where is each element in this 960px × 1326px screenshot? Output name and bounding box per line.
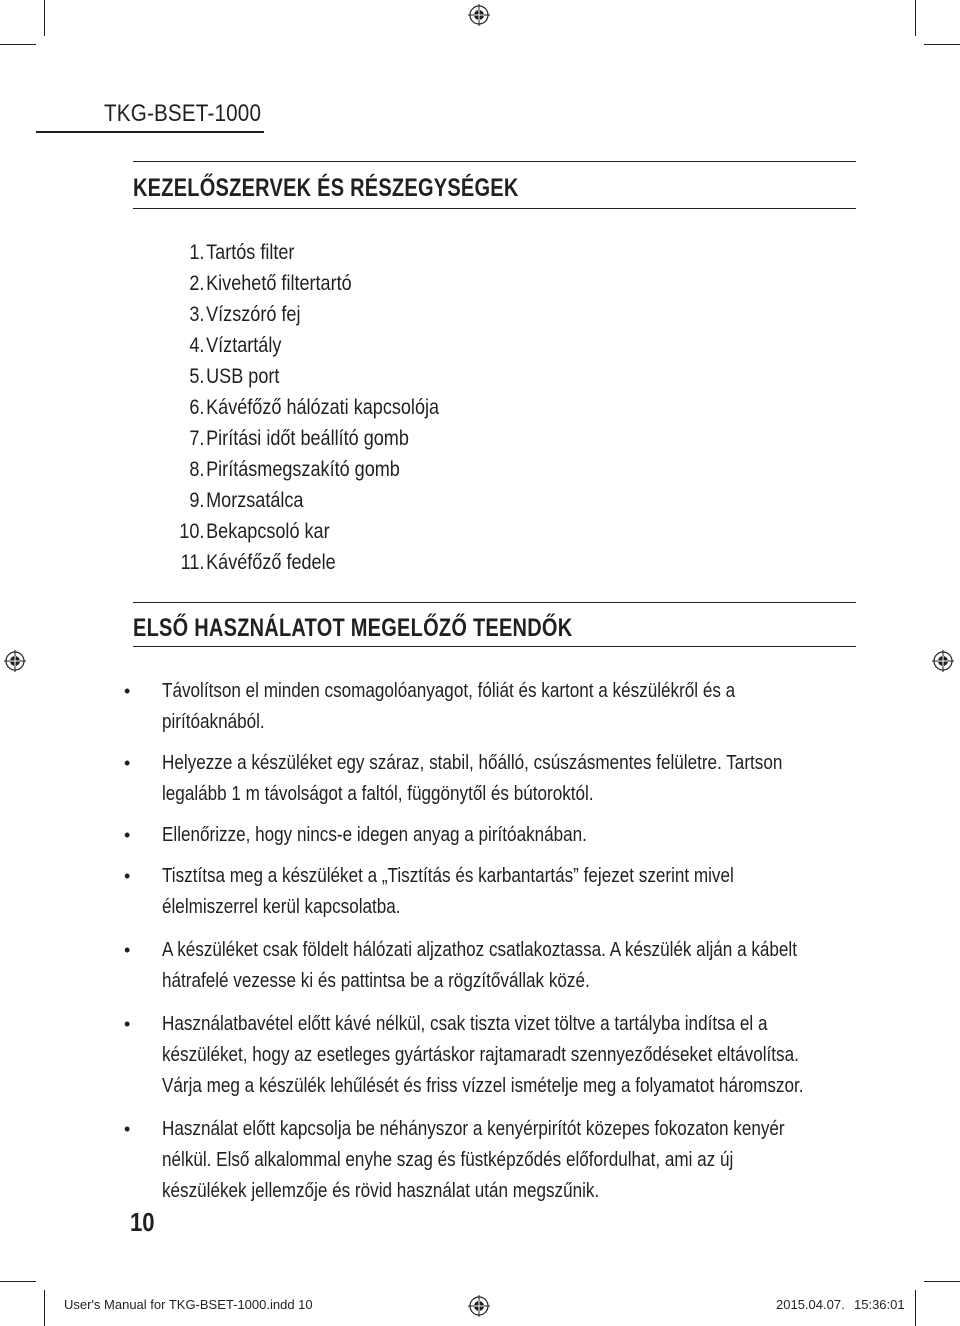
list-item <box>170 393 439 424</box>
instruction-text: Használatbavétel előtt kávé nélkül, csak tiszta vizet töltve a tartályba indítsa el a készüléket, hogy az esetleges gyártáskor rajtamaradt szennyeződéseket eltávolítsa. Várja meg a készülék lehűlését és friss vízzel ismételje meg a folyamatot háromszor. <box>162 1013 804 1097</box>
list-item-label: Tartós filter <box>206 241 295 264</box>
crop-mark-icon <box>924 44 960 45</box>
list-item <box>170 548 439 579</box>
list-item <box>170 424 439 455</box>
list-item <box>170 517 439 548</box>
instruction-text: Távolítson el minden csomagolóanyagot, fóliát és kartont a készülékről és a pirítóaknából. <box>162 680 736 733</box>
crop-mark-icon <box>0 44 36 45</box>
crop-mark-icon <box>0 1281 36 1282</box>
instruction-item <box>124 676 844 738</box>
crop-mark-icon <box>44 1290 45 1326</box>
list-item-number: 9. <box>189 489 205 512</box>
list-item <box>170 269 439 300</box>
list-item-number: 8. <box>189 458 205 481</box>
list-item-number: 5. <box>189 365 205 388</box>
instruction-text: Ellenőrizze, hogy nincs-e idegen anyag a pirítóaknában. <box>162 824 587 846</box>
footer-date: 2015.04.07. <box>776 1297 845 1312</box>
footer-time: 15:36:01 <box>854 1297 905 1312</box>
model-header: TKG-BSET-1000 <box>104 100 262 127</box>
list-item <box>170 331 439 362</box>
list-item-number: 4. <box>189 334 205 357</box>
instructions-list <box>124 676 844 1207</box>
list-item <box>170 362 439 393</box>
list-item-number: 2. <box>189 272 205 295</box>
section-rule-top <box>133 161 856 162</box>
bullet-icon: • <box>124 825 131 845</box>
footer-file-name: User's Manual for TKG-BSET-1000.indd 10 <box>64 1297 313 1312</box>
instruction-text: Helyezze a készüléket egy száraz, stabil, hőálló, csúszásmentes felületre. Tartson legalább 1 m távolságot a faltól, függönytől és bútoroktól. <box>162 752 783 805</box>
instruction-item <box>124 935 844 997</box>
bullet-icon: • <box>124 940 131 960</box>
list-item-label: Pirításmegszakító gomb <box>206 458 400 481</box>
crop-mark-icon <box>915 1290 916 1326</box>
instruction-text: Használat előtt kapcsolja be néhányszor a kenyérpirítót közepes fokozaton kenyér nélkül. Első alkalommal enyhe szag és füstképződés előfordulhat, ami az új készülékek jellemzője és rövid használat után megszűnik. <box>162 1118 785 1202</box>
list-item-number: 1. <box>189 241 205 264</box>
list-item <box>170 238 439 269</box>
instruction-text: Tisztítsa meg a készüléket a „Tisztítás és karbantartás” fejezet szerint mivel élelmiszerrel kerül kapcsolatba. <box>162 865 734 918</box>
instruction-text: A készüléket csak földelt hálózati aljzathoz csatlakoztassa. A készülék alján a kábelt hátrafelé vezesse ki és pattintsa be a rögzítővállak közé. <box>162 939 797 992</box>
instruction-item <box>124 1009 844 1102</box>
section-rule-bottom <box>133 646 856 647</box>
list-item-number: 3. <box>189 303 205 326</box>
list-item-label: Vízszóró fej <box>206 303 301 326</box>
crop-mark-icon <box>915 0 916 36</box>
crop-mark-icon <box>44 0 45 36</box>
bullet-icon: • <box>124 866 131 886</box>
bullet-icon: • <box>124 753 131 773</box>
registration-mark-icon <box>468 1295 490 1317</box>
registration-mark-icon <box>932 650 954 672</box>
section-title-controls: KEZELŐSZERVEK ÉS RÉSZEGYSÉGEK <box>133 174 519 202</box>
bullet-icon: • <box>124 681 131 701</box>
list-item-label: Morzsatálca <box>206 489 304 512</box>
crop-mark-icon <box>924 1281 960 1282</box>
list-item-label: Bekapcsoló kar <box>206 520 330 543</box>
bullet-icon: • <box>124 1014 131 1034</box>
parts-list <box>170 238 483 579</box>
list-item-label: Kivehető filtertartó <box>206 272 352 295</box>
instruction-item <box>124 748 844 810</box>
list-item-number: 11. <box>180 551 205 574</box>
list-item <box>170 486 439 517</box>
registration-mark-icon <box>4 650 26 672</box>
list-item-number: 6. <box>189 396 205 419</box>
instruction-item <box>124 1114 844 1207</box>
section-rule-bottom <box>133 208 856 209</box>
instruction-item <box>124 861 844 923</box>
list-item-label: Kávéfőző hálózati kapcsolója <box>206 396 440 419</box>
instruction-item <box>124 820 844 851</box>
list-item-label: Kávéfőző fedele <box>206 551 336 574</box>
bullet-icon: • <box>124 1119 131 1139</box>
list-item <box>170 455 439 486</box>
list-item-label: Víztartály <box>206 334 282 357</box>
list-item-number: 10. <box>179 520 205 543</box>
list-item <box>170 300 439 331</box>
registration-mark-icon <box>468 4 490 26</box>
header-rule <box>36 131 264 133</box>
list-item-label: USB port <box>206 365 280 388</box>
page-number: 10 <box>130 1207 155 1237</box>
section-title-first-use: ELSŐ HASZNÁLATOT MEGELŐZŐ TEENDŐK <box>133 614 573 642</box>
list-item-number: 7. <box>189 427 205 450</box>
list-item-label: Pirítási időt beállító gomb <box>206 427 409 450</box>
section-rule-top <box>133 602 856 603</box>
